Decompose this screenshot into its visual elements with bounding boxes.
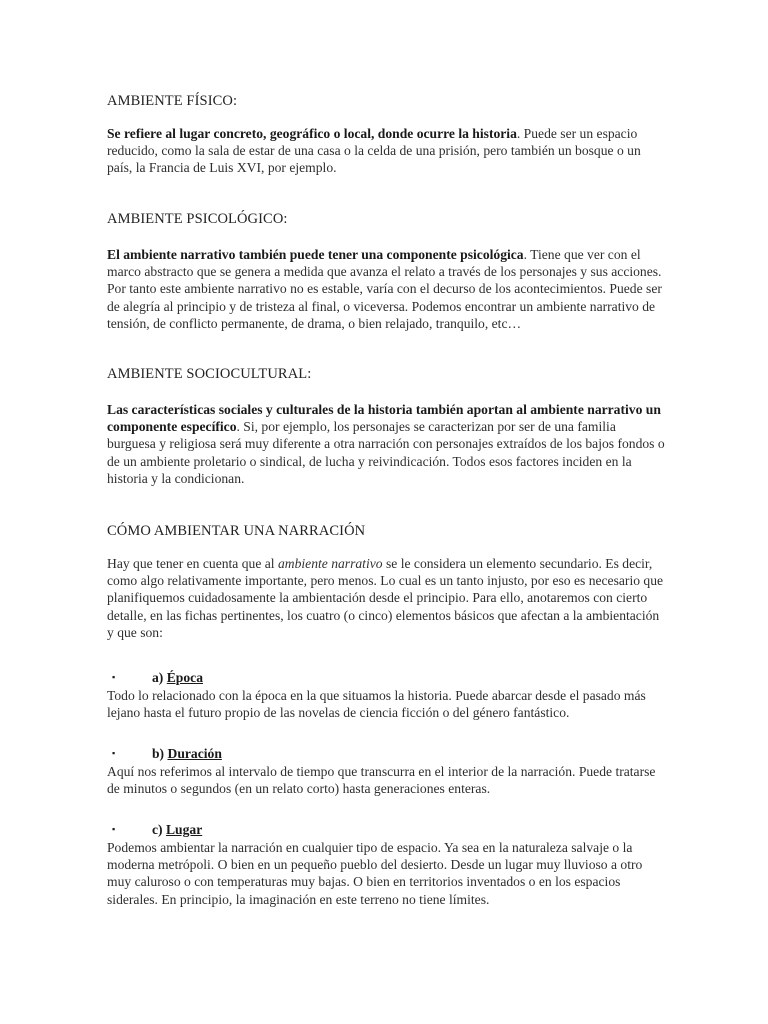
lead-ambiente-psicologico: El ambiente narrativo también puede tener una componente psicológica <box>107 247 524 262</box>
item-text-duracion: Aquí nos referimos al intervalo de tiempo que transcurra en el interior de la narración. Puede tratarse de minutos o segundos (en un relato corto) hasta generaciones enteras. <box>107 764 656 797</box>
intro-part-a: Hay que tener en cuenta que al <box>107 556 278 571</box>
intro-part-b: se le considera un elemento secundario. Es decir, como algo relativamente importante, pero menos. Lo cual es un tanto injusto, por eso es necesario que planifiquemos cuidadosamente la ambientación desde el principio. Para ello, anotaremos con cierto detalle, en las fichas pertinentes, los cuatro (o cinco) elementos básicos que afectan a la ambientación y que son: <box>107 556 664 640</box>
heading-ambiente-fisico: AMBIENTE FÍSICO: <box>107 93 238 109</box>
item-heading-duracion <box>112 746 222 762</box>
item-text-epoca: Todo lo relacionado con la época en la que situamos la historia. Puede abarcar desde el pasado más lejano hasta el futuro propio de las novelas de ciencia ficción o del género fantástico. <box>107 688 646 721</box>
square-bullet-icon: ▪ <box>112 748 116 758</box>
intro-italic: ambiente narrativo <box>277 556 383 571</box>
item-heading-lugar <box>112 822 202 838</box>
square-bullet-icon: ▪ <box>112 824 116 834</box>
paragraph-ambiente-fisico <box>107 125 667 177</box>
item-title: Época <box>166 670 203 685</box>
paragraph-como-ambientar <box>107 555 667 641</box>
lead-ambiente-sociocultural: Las características sociales y culturales de la historia también aportan al ambiente narrativo un componente específico <box>107 402 661 435</box>
heading-ambiente-psicologico: AMBIENTE PSICOLÓGICO: <box>107 211 288 227</box>
lead-ambiente-fisico: Se refiere al lugar concreto, geográfico o local, donde ocurre la historia <box>107 126 517 141</box>
paragraph-ambiente-psicologico <box>107 246 667 332</box>
item-title: Lugar <box>165 822 203 837</box>
heading-como-ambientar: CÓMO AMBIENTAR UNA NARRACIÓN <box>107 523 366 539</box>
paragraph-ambiente-sociocultural <box>107 401 667 487</box>
item-text-lugar: Podemos ambientar la narración en cualquier tipo de espacio. Ya sea en la naturaleza salvaje o la moderna metrópoli. O bien en un pequeño pueblo del desierto. Desde un lugar muy lluvioso a otro muy caluroso o con temperaturas muy bajas. O bien en territorios inventados o en los espacios siderales. En principio, la imaginación en este terreno no tiene límites. <box>107 840 643 907</box>
item-letter: a) <box>152 670 167 685</box>
text-ambiente-sociocultural: . Si, por ejemplo, los personajes se caracterizan por ser de una familia burguesa y religiosa será muy diferente a otra narración con personajes extraídos de los bajos fondos o de un ambiente proletario o sindical, de lucha y reivindicación. Todos esos factores inciden en la historia y la condicionan. <box>107 419 665 486</box>
item-letter: c) <box>152 822 166 837</box>
text-ambiente-fisico: . Puede ser un espacio reducido, como la sala de estar de una casa o la celda de una prisión, pero también un bosque o un país, la Francia de Luis XVI, por ejemplo. <box>107 126 641 176</box>
text-ambiente-psicologico: . Tiene que ver con el marco abstracto que se genera a medida que avanza el relato a través de los personajes y sus acciones. Por tanto este ambiente narrativo no es estable, varía con el decurso de los acontecimientos. Puede ser de alegría al principio y de tristeza al final, o viceversa. Podemos encontrar un ambiente narrativo de tensión, de conflicto permanente, de drama, o bien relajado, tranquilo, etc… <box>107 247 662 331</box>
item-letter: b) <box>152 746 168 761</box>
item-heading-epoca <box>112 670 203 686</box>
square-bullet-icon: ▪ <box>112 672 116 682</box>
item-title: Duración <box>167 746 222 761</box>
heading-ambiente-sociocultural: AMBIENTE SOCIOCULTURAL: <box>107 366 312 382</box>
